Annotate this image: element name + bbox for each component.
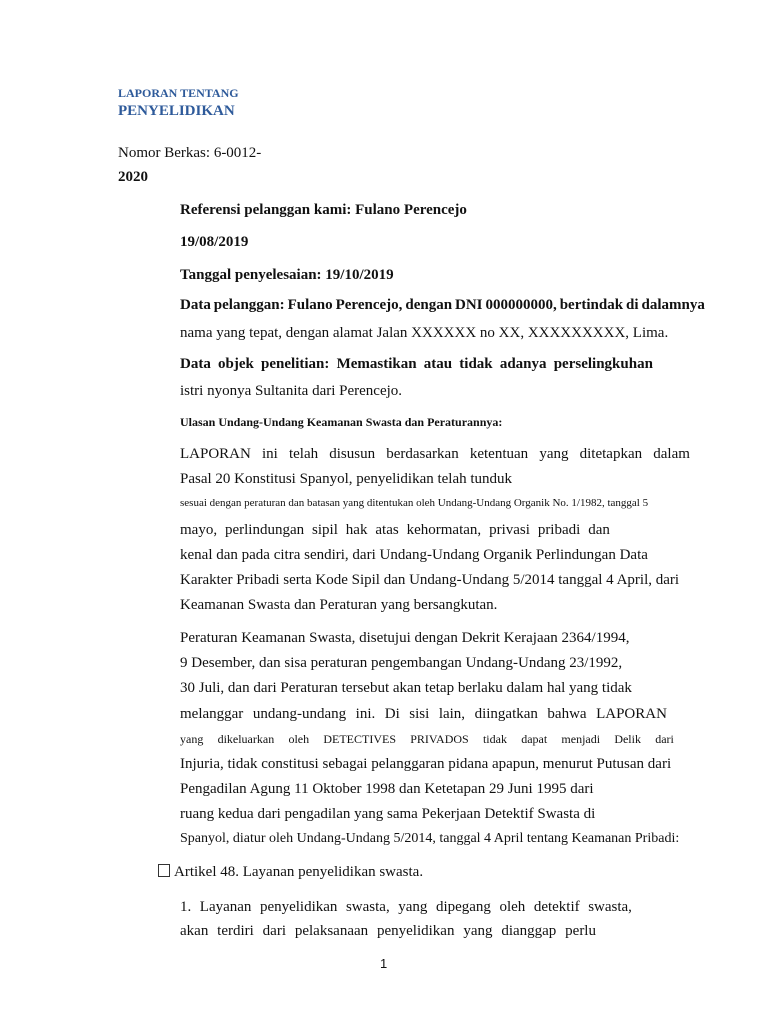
- client-reference: Referensi pelanggan kami: Fulano Perencejo: [180, 202, 467, 218]
- word: perlindungan: [224, 522, 305, 538]
- word: pelaksanaan: [294, 923, 369, 939]
- word: DETECTIVES: [323, 732, 397, 746]
- word: telah: [288, 446, 319, 462]
- word: yang: [539, 446, 569, 462]
- word: atas: [375, 522, 399, 538]
- word: Perencejo,: [335, 297, 403, 313]
- word: LAPORAN: [596, 706, 667, 722]
- word: dalamnya: [641, 297, 705, 313]
- file-year: 2020: [118, 169, 148, 185]
- section-heading: Ulasan Undang-Undang Keamanan Swasta dan Peraturannya:: [180, 415, 503, 429]
- word: Layanan: [199, 899, 252, 915]
- word: penelitian:: [261, 356, 330, 372]
- word: ditetapkan: [579, 446, 643, 462]
- word: melanggar: [180, 706, 244, 722]
- report-title-line1: LAPORAN TENTANG: [118, 86, 239, 100]
- word: sipil: [312, 522, 338, 538]
- word: di: [626, 297, 639, 313]
- word: Fulano: [287, 297, 333, 313]
- word: dianggap: [501, 923, 557, 939]
- client-data-line1: [180, 297, 705, 314]
- para2-line2: 9 Desember, dan sisa peraturan pengembangan Undang-Undang 23/1992,: [180, 655, 623, 671]
- word: detektif: [533, 899, 580, 915]
- word: 000000000,: [485, 297, 557, 313]
- word: bahwa: [547, 706, 587, 722]
- para2-line6: Injuria, tidak constitusi sebagai pelanggaran pidana apapun, menurut Putusan dari: [180, 756, 672, 772]
- para1-line4: [180, 522, 610, 539]
- word: undang-undang: [252, 706, 347, 722]
- word: perselingkuhan: [553, 356, 653, 372]
- word: yang: [463, 923, 493, 939]
- word: swasta,: [588, 899, 632, 915]
- report-date: 19/08/2019: [180, 234, 249, 250]
- para2-line7: Pengadilan Agung 11 Oktober 1998 dan Ketetapan 29 Juni 1995 dari: [180, 781, 594, 797]
- word: kehormatan,: [406, 522, 482, 538]
- word: dengan: [405, 297, 453, 313]
- bullet-box-icon: [158, 864, 170, 877]
- para1-line7: Keamanan Swasta dan Peraturan yang bersangkutan.: [180, 597, 498, 613]
- word: dari: [655, 732, 674, 746]
- word: dari: [262, 923, 286, 939]
- word: berdasarkan: [386, 446, 459, 462]
- word: bertindak: [559, 297, 624, 313]
- word: diingatkan: [474, 706, 538, 722]
- object-data-line1: [180, 356, 653, 373]
- word: mayo,: [180, 522, 218, 538]
- para2-line5: [180, 732, 674, 747]
- word: ini: [261, 446, 278, 462]
- word: Di: [384, 706, 400, 722]
- object-data-line2: istri nyonya Sultanita dari Perencejo.: [180, 383, 403, 399]
- word: yang: [398, 899, 428, 915]
- word: DNI: [455, 297, 483, 313]
- page-number: 1: [380, 956, 388, 971]
- word: adanya: [499, 356, 547, 372]
- word: oleh: [288, 732, 310, 746]
- word: hak: [345, 522, 368, 538]
- word: tidak: [482, 732, 507, 746]
- word: menjadi: [561, 732, 601, 746]
- word: oleh: [499, 899, 526, 915]
- article-heading: [158, 864, 423, 881]
- word: disusun: [329, 446, 376, 462]
- para2-line1: Peraturan Keamanan Swasta, disetujui dengan Dekrit Kerajaan 2364/1994,: [180, 630, 630, 646]
- para1-line1: [180, 446, 690, 463]
- word: swasta,: [345, 899, 390, 915]
- word: dikeluarkan: [217, 732, 275, 746]
- word: ini.: [355, 706, 376, 722]
- word: tidak: [459, 356, 493, 372]
- word: dalam: [653, 446, 690, 462]
- word: penyelidikan: [259, 899, 338, 915]
- report-title-line2: PENYELIDIKAN: [118, 103, 235, 119]
- word: akan: [180, 923, 209, 939]
- file-number: Nomor Berkas: 6-0012-: [118, 145, 262, 161]
- para1-line5: kenal dan pada citra sendiri, dari Undang-Undang Organik Perlindungan Data: [180, 547, 648, 563]
- completion-date: Tanggal penyelesaian: 19/10/2019: [180, 267, 394, 283]
- word: ketentuan: [469, 446, 529, 462]
- word: dan: [588, 522, 610, 538]
- para2-line8: ruang kedua dari pengadilan yang sama Pekerjaan Detektif Swasta di: [180, 806, 596, 822]
- word: pelanggan:: [213, 297, 285, 313]
- para2-line9: Spanyol, diatur oleh Undang-Undang 5/2014, tanggal 4 April tentang Keamanan Pribadi:: [180, 831, 680, 846]
- word: atau: [423, 356, 453, 372]
- article-heading-text: Artikel 48. Layanan penyelidikan swasta.: [174, 864, 424, 880]
- word: privasi: [489, 522, 530, 538]
- word: Memastikan: [336, 356, 417, 372]
- word: Data: [180, 297, 211, 313]
- word: penyelidikan: [376, 923, 455, 939]
- word: terdiri: [217, 923, 254, 939]
- para1-line6: Karakter Pribadi serta Kode Sipil dan Undang-Undang 5/2014 tanggal 4 April, dari: [180, 572, 680, 588]
- word: dipegang: [435, 899, 491, 915]
- word: perlu: [565, 923, 596, 939]
- client-data-line2: nama yang tepat, dengan alamat Jalan XXXXXX no XX, XXXXXXXXX, Lima.: [180, 325, 669, 341]
- word: LAPORAN: [180, 446, 251, 462]
- para2-line4: [180, 706, 667, 723]
- word: sisi: [409, 706, 430, 722]
- para1-line2: Pasal 20 Konstitusi Spanyol, penyelidikan telah tunduk: [180, 471, 513, 487]
- word: yang: [180, 732, 204, 746]
- word: 1.: [180, 899, 192, 915]
- para1-line3: sesuai dengan peraturan dan batasan yang ditentukan oleh Undang-Undang Organik No. 1/1982, tanggal 5: [180, 497, 649, 509]
- para2-line3: 30 Juli, dan dari Peraturan tersebut akan tetap berlaku dalam hal yang tidak: [180, 680, 632, 696]
- word: objek: [218, 356, 254, 372]
- word: pribadi: [537, 522, 581, 538]
- word: lain,: [438, 706, 466, 722]
- word: Delik: [614, 732, 641, 746]
- item1-line1: [180, 899, 632, 916]
- word: Data: [180, 356, 211, 372]
- word: PRIVADOS: [410, 732, 469, 746]
- item1-line2: [180, 923, 596, 940]
- word: dapat: [521, 732, 548, 746]
